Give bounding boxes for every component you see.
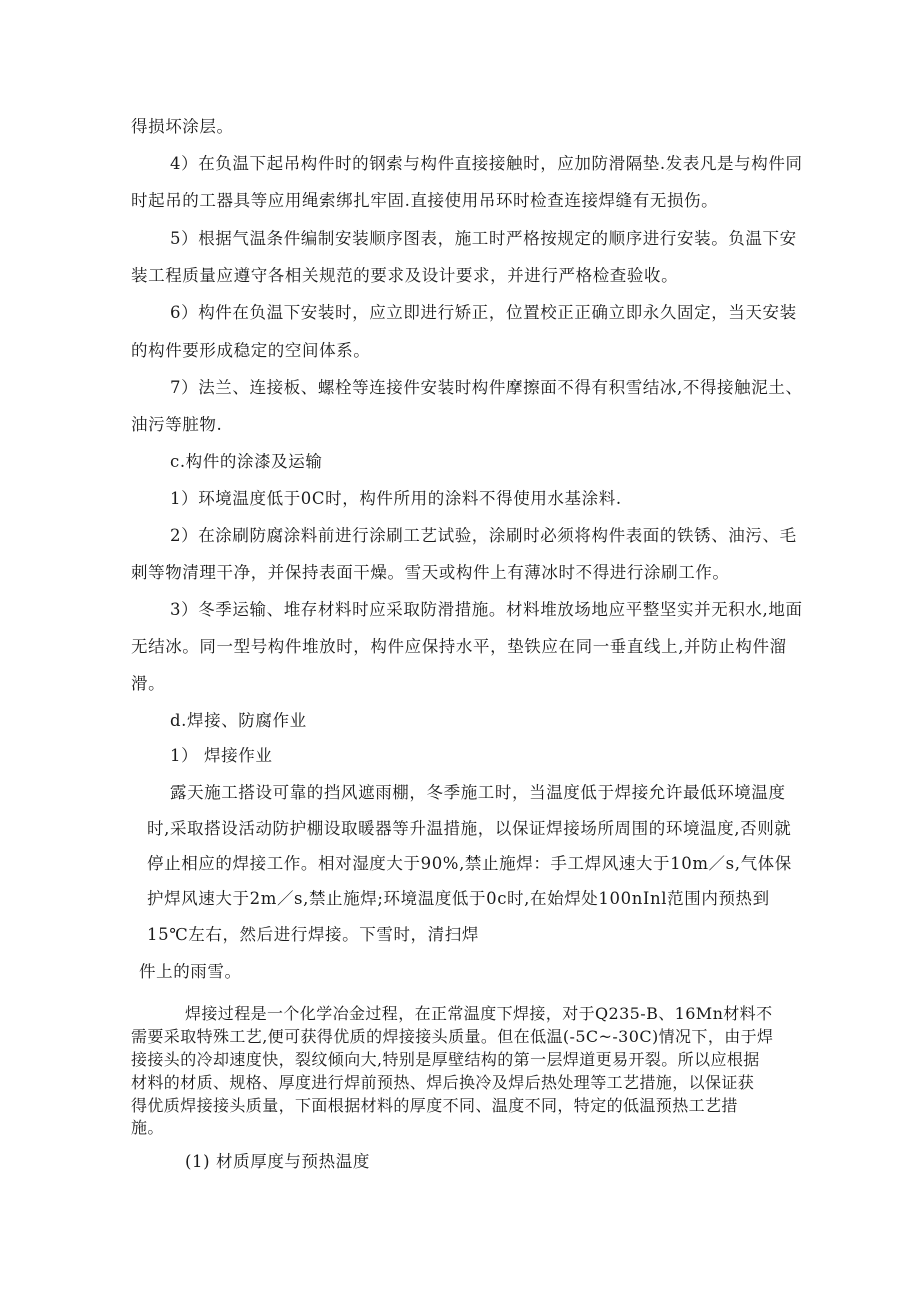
text-line: 时,采取搭设活动防护棚设取暖器等升温措施，以保证焊接场所周围的环境温度,否则就 (147, 819, 792, 838)
text-line: 滑。 (131, 674, 166, 693)
text-line: 1）环境温度低于0C时，构件所用的涂料不得使用水基涂料. (170, 489, 622, 508)
text-line: 无结冰。同一型号构件堆放时，构件应保持水平，垫铁应在同一垂直线上,并防止构件溜 (131, 637, 787, 656)
text-line: 刺等物清理干净，并保持表面干燥。雪天或构件上有薄冰时不得进行涂刷工作。 (131, 563, 730, 582)
text-line: 15℃左右，然后进行焊接。下雪时，清扫焊 (147, 925, 479, 944)
text-line: 护焊风速大于2m／s,禁止施焊;环境温度低于0c时,在始焊处100nInl范围内预热到 (147, 889, 770, 908)
text-line: 材料的材质、规格、厚度进行焊前预热、焊后换冷及焊后热处理等工艺措施，以保证获 (131, 1073, 755, 1092)
text-line: 施。 (131, 1118, 164, 1137)
text-line: 停止相应的焊接工作。相对湿度大于90%,禁止施焊：手工焊风速大于10m／s,气体保 (147, 854, 792, 873)
text-line: 需要采取特殊工艺,便可获得优质的焊接接头质量。但在低温(-5C~-30C)情况下，由于焊 (131, 1027, 774, 1046)
section-heading: c.构件的涂漆及运输 (170, 452, 323, 471)
text-line: 焊接过程是一个化学冶金过程，在正常温度下焊接，对于Q235-B、16Mn材料不 (185, 1004, 773, 1023)
text-line: 油污等脏物. (131, 415, 223, 434)
text-line: 露天施工搭设可靠的挡风遮雨棚，冬季施工时，当温度低于焊接允许最低环境温度 (170, 783, 786, 802)
text-line: 得优质焊接接头质量，下面根据材料的厚度不同、温度不同，特定的低温预热工艺措 (131, 1096, 738, 1115)
text-line: 装工程质量应遵守各相关规范的要求及设计要求，并进行严格检查验收。 (131, 266, 679, 285)
text-line: 6）构件在负温下安装时，应立即进行矫正，位置校正正确立即永久固定，当天安装 (170, 303, 797, 322)
text-line: 3）冬季运输、堆存材料时应采取防滑措施。材料堆放场地应平整坚实并无积水,地面 (170, 600, 803, 619)
text-line: 接接头的冷却速度快，裂纹倾向大,特别是厚壁结构的第一层焊道更易开裂。所以应根据 (131, 1050, 760, 1069)
text-line: 7）法兰、连接板、螺栓等连接件安装时构件摩擦面不得有积雪结冰,不得接触泥土、 (170, 378, 803, 397)
subsection-heading: (1) 材质厚度与预热温度 (185, 1152, 370, 1171)
text-line: 5）根据气温条件编制安装顺序图表，施工时严格按规定的顺序进行安装。负温下安 (170, 229, 797, 248)
text-line: 得损坏涂层。 (131, 117, 234, 136)
text-line: 的构件要形成稳定的空间体系。 (131, 341, 371, 360)
text-line: 4）在负温下起吊构件时的钢索与构件直接接触时，应加防滑隔垫.发表凡是与构件同 (170, 154, 803, 173)
text-line: 时起吊的工器具等应用绳索绑扎牢固.直接使用吊环时检查连接焊缝有无损伤。 (131, 191, 719, 210)
section-heading: d.焊接、防腐作业 (170, 711, 307, 730)
subsection-heading: 1） 焊接作业 (170, 746, 273, 765)
text-line: 2）在涂刷防腐涂料前进行涂刷工艺试验，涂刷时必须将构件表面的铁锈、油污、毛 (170, 526, 797, 545)
text-line: 件上的雨雪。 (139, 962, 242, 981)
